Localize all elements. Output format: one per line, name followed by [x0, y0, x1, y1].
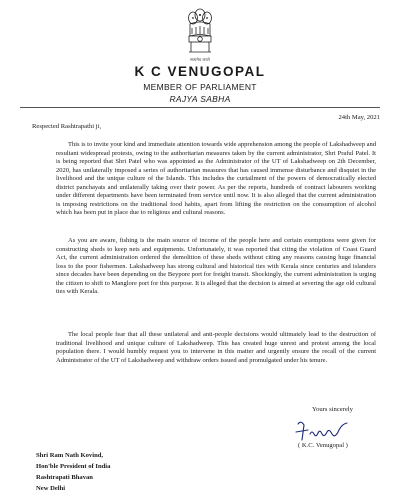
letterhead-title: MEMBER OF PARLIAMENT: [143, 82, 257, 92]
letterhead-divider: [20, 107, 380, 108]
emblem-motto: सत्यमेव जयते: [190, 57, 210, 62]
national-emblem-icon: [184, 6, 216, 60]
body-paragraph: This is to invite your kind and immediate attention towards wide apprehension among the people of Lakshadweep and resultant widespread protests, owing to the authoritarian measures taken by the current administrator, Shri Praful Patel. It is being reported that Shri Patel who was appointed as the Administrator of the UT of Lakshadweep on 2th December, 2020, has unilaterally imposed a series of authoritarian measures that has caused immense disturbance and disquiet in the livelihood and the unique culture of the Islands. This includes the curtailment of the powers of democratically elected district panchayats and unilaterally taking over their power. As per the reports, hundreds of contract labourers working under different departments have been terminated from service until now. It is also alleged that the current administration is imposing restrictions on the traditional food habits, apart from lifting the restriction on the consumption of alcohol which has been put in place due to religious and cultural reasons.: [56, 141, 376, 216]
recipient-title: Hon'ble President of India: [36, 463, 111, 470]
body-paragraph: The local people fear that all these unilateral and anti-people decisions would ultimately lead to the destruction of traditional livelihood and unique culture of Lakshadweep. This has created huge unrest and protest among the local population there. I would humbly request you to intervene in this matter and urgently ensure the recall of the current Administrator of the UT of Lakshadweep and withdraw orders issued and promulgated under his tenure.: [56, 331, 376, 364]
letter-date: 24th May, 2021: [338, 114, 380, 121]
signatory-name: ( K.C. Venugopal ): [298, 442, 348, 449]
salutation: Respected Rashtrapathi ji,: [32, 123, 102, 130]
handwritten-signature: [292, 418, 352, 444]
letterhead-house: RAJYA SABHA: [169, 94, 231, 104]
recipient-city: New Delhi: [36, 485, 66, 492]
recipient-office: Rashtrapati Bhavan: [36, 474, 93, 481]
body-paragraph: As you are aware, fishing is the main source of income of the people here and certain exemptions were given for constructing sheds to keep nets and equipments. Unfortunately, it was reported that citing the violation of Coast Guard Act, the current administration ordered the demolition of these sheds without citing any reasons causing huge financial loss to the poor fishermen. Lakshadweep has strong cultural and historical ties with Kerala since centuries and islanders since decades have been depending on the Beypore port for freight transit. Shockingly, the current administration is urging the citizen to shift to Manglore port for this purpose. It is alleged that the decision is aimed at severing the age old cultural ties with Kerala.: [56, 237, 376, 295]
recipient-name: Shri Ram Nath Kovind,: [36, 452, 104, 459]
letterhead-name: K C VENUGOPAL: [134, 64, 266, 79]
closing: Yours sincerely: [312, 406, 353, 413]
